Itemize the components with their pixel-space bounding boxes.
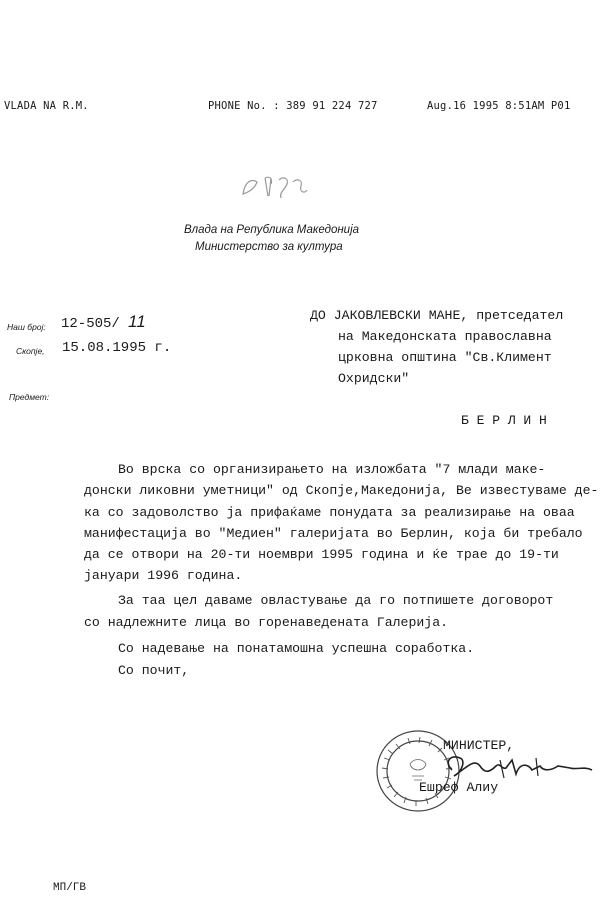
recipient-city: Б Е Р Л И Н <box>461 413 547 428</box>
recipient-line-1: ДО ЈАКОВЛЕВСКИ МАНЕ, претседател <box>310 308 564 323</box>
place-label: Скопје, <box>16 346 45 356</box>
recipient-line-3: црковна општина "Св.Климент <box>338 350 552 365</box>
reference-number: 12-505/ <box>61 316 120 332</box>
body-line: За таа цел даваме овластување да го потпишете договорот <box>118 593 554 608</box>
body-line: ка со задоволство ја прифаќаме понудата за реализирање на оваа <box>84 505 575 520</box>
signatory-title: МИНИСТЕР, <box>443 738 515 753</box>
body-line: Со надевање на понатамошна успешна соработка. <box>118 641 475 656</box>
recipient-line-4: Охридски" <box>338 371 410 386</box>
body-line: донски ликовни уметници" од Скопје,Македонија, Ве известуваме де- <box>84 483 599 498</box>
coat-of-arms-icon <box>235 172 313 200</box>
closing-salutation: Со почит, <box>118 663 190 678</box>
footer-initials: МП/ГВ <box>53 882 87 894</box>
body-line: Во врска со организирањето на изложбата "7 млади маке- <box>118 462 546 477</box>
signatory-name: Ешреф Алиу <box>419 780 499 795</box>
fax-sender: VLADA NA R.M. <box>4 100 89 112</box>
recipient-line-2: на Македонската православна <box>338 329 552 344</box>
fax-datetime: Aug.16 1995 8:51AM P01 <box>427 100 571 112</box>
letterhead-government: Влада на Република Македонија <box>184 224 360 236</box>
document-date: 15.08.1995 г. <box>62 340 172 356</box>
letterhead-ministry: Министерство за култура <box>195 241 343 253</box>
body-line: со надлежните лица во горенаведената Галерија. <box>84 615 449 630</box>
reference-number-handwritten: 11 <box>128 312 146 331</box>
fax-phone: PHONE No. : 389 91 224 727 <box>208 100 378 112</box>
reference-number-label: Наш број: <box>7 322 46 332</box>
body-line: јануари 1996 година. <box>84 568 243 583</box>
subject-label: Предмет: <box>9 392 50 402</box>
body-line: манифестација во "Медиен" галеријата во Берлин, која би требало <box>84 526 583 541</box>
body-line: да се отвори на 20-ти ноември 1995 година и ќе трае до 19-ти <box>84 547 559 562</box>
